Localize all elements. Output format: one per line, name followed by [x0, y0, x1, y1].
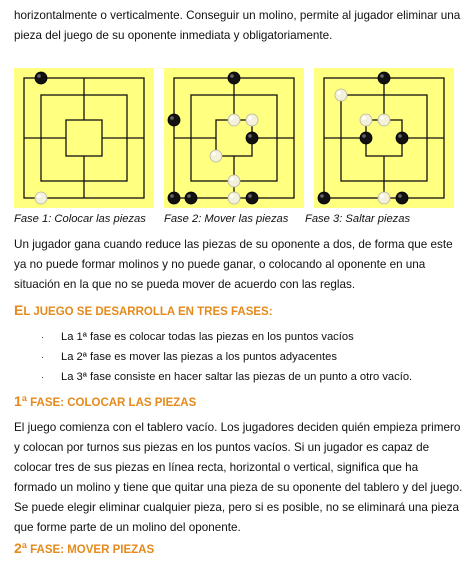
phase1-heading-number: 1ª: [14, 393, 27, 409]
white-piece: [378, 192, 390, 204]
black-piece: [246, 132, 258, 144]
black-piece: [396, 132, 408, 144]
piece-highlight: [380, 194, 384, 198]
piece-highlight: [362, 116, 366, 120]
white-piece: [210, 150, 222, 162]
piece-highlight: [337, 91, 341, 95]
black-piece: [318, 192, 330, 204]
board-graphic: [14, 68, 154, 208]
white-piece: [360, 114, 372, 126]
board-figure-row: [14, 68, 464, 208]
caption-phase-2: Fase 2: Mover las piezas: [164, 213, 289, 225]
piece-highlight: [187, 194, 191, 198]
piece-highlight: [170, 116, 174, 120]
piece-highlight: [320, 194, 324, 198]
list-item-text: La 2ª fase es mover las piezas a los puntos adyacentes: [61, 351, 337, 363]
list-item-text: La 3ª fase consiste en hacer saltar las piezas de un punto a otro vacío.: [61, 371, 413, 383]
black-piece: [396, 192, 408, 204]
black-piece: [360, 132, 372, 144]
white-piece: [246, 114, 258, 126]
board-phase-2: [164, 68, 304, 208]
piece-highlight: [398, 134, 402, 138]
phase-list: [14, 327, 464, 387]
caption-phase-3: Fase 3: Saltar piezas: [305, 213, 411, 225]
caption-phase-1: Fase 1: Colocar las piezas: [14, 213, 146, 225]
bullet-icon: ·: [41, 352, 44, 362]
piece-highlight: [37, 74, 41, 78]
piece-highlight: [248, 134, 252, 138]
white-piece: [228, 175, 240, 187]
win-condition-paragraph: Un jugador gana cuando reduce las piezas de su oponente a dos, de forma que este ya no puede formar molinos y no puede ganar, o colocando al oponente en una situación en la que no se pueda mover de acuerdo con las reglas.: [14, 238, 453, 291]
black-piece: [35, 72, 47, 84]
phase2-heading: [14, 540, 154, 556]
black-piece: [246, 192, 258, 204]
phases-heading-initial: E: [14, 302, 24, 318]
board-phase-3: [314, 68, 454, 208]
piece-highlight: [37, 194, 41, 198]
board-line: [66, 120, 102, 156]
phases-heading: [14, 302, 273, 318]
white-piece: [378, 114, 390, 126]
intro-paragraph: horizontalmente o verticalmente. Conseguir un molino, permite al jugador eliminar una pieza del juego de su oponente inmediata y obligatoriamente.: [14, 9, 461, 42]
white-piece: [335, 89, 347, 101]
board-phase-1: [14, 68, 154, 208]
phases-heading-rest: L JUEGO SE DESARROLLA EN TRES FASES:: [23, 306, 273, 318]
white-piece: [35, 192, 47, 204]
list-item: [14, 327, 464, 347]
piece-highlight: [362, 134, 366, 138]
black-piece: [168, 114, 180, 126]
white-piece: [228, 192, 240, 204]
list-item-text: La 1ª fase es colocar todas las piezas en los puntos vacíos: [61, 331, 354, 343]
phase1-paragraph: El juego comienza con el tablero vacío. Los jugadores deciden quién empieza primero y colocan por turnos sus piezas en los puntos vacíos. Si un jugador es capaz de colocar tres de sus piezas en línea recta, horizontal o vertical, significa que ha formado un molino y tiene que quitar una pieza de su oponente del tablero y del juego. Se puede elegir eliminar cualquier pieza, pero si es posible, no se eliminará una pieza que forme parte de un molino del oponente.: [14, 421, 463, 534]
piece-highlight: [248, 116, 252, 120]
list-item: [14, 367, 464, 387]
piece-highlight: [398, 194, 402, 198]
phase1-heading-rest: FASE: COLOCAR LAS PIEZAS: [26, 397, 197, 409]
piece-highlight: [230, 74, 234, 78]
phase1-heading: [14, 393, 196, 409]
board-graphic: [314, 68, 454, 208]
black-piece: [378, 72, 390, 84]
phase2-heading-rest: FASE: MOVER PIEZAS: [26, 544, 155, 556]
piece-highlight: [380, 74, 384, 78]
bullet-icon: ·: [41, 372, 44, 382]
board-graphic: [164, 68, 304, 208]
piece-highlight: [380, 116, 384, 120]
piece-highlight: [170, 194, 174, 198]
bullet-icon: ·: [41, 332, 44, 342]
black-piece: [185, 192, 197, 204]
list-item: [14, 347, 464, 367]
piece-highlight: [230, 194, 234, 198]
piece-highlight: [230, 177, 234, 181]
piece-highlight: [212, 152, 216, 156]
black-piece: [168, 192, 180, 204]
piece-highlight: [248, 194, 252, 198]
white-piece: [228, 114, 240, 126]
black-piece: [228, 72, 240, 84]
phase2-heading-number: 2ª: [14, 540, 27, 556]
piece-highlight: [230, 116, 234, 120]
